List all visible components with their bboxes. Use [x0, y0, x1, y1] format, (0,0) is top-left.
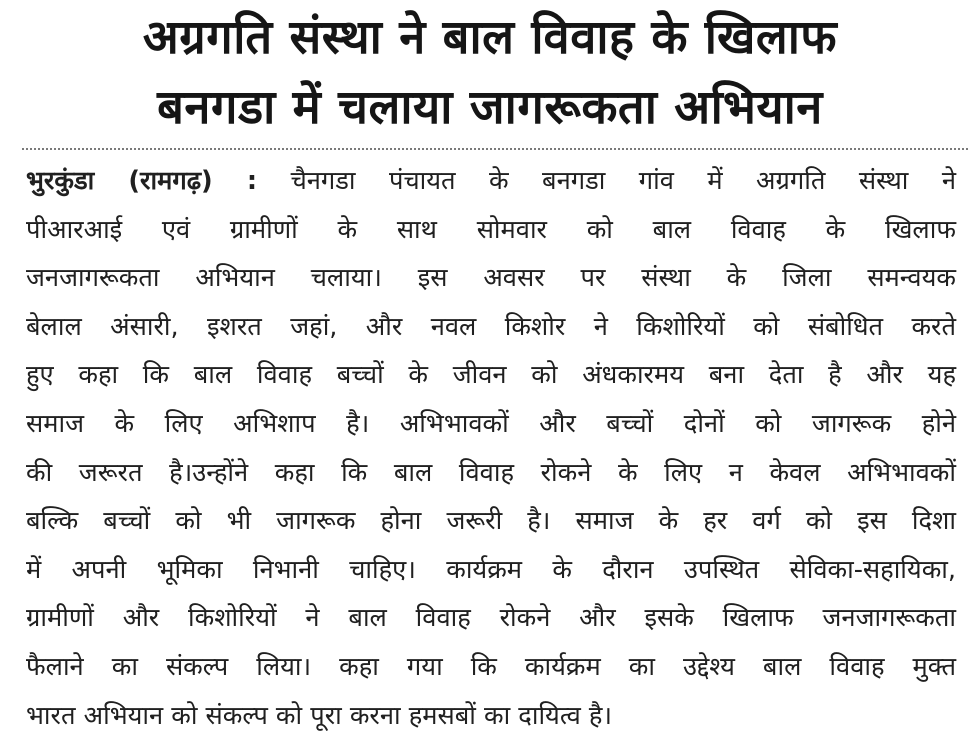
- body-line: हुए कहा कि बाल विवाह बच्चों के जीवन को अंधकारमय बना देता है और यह: [26, 360, 956, 391]
- headline-line-2: बनगडा में चलाया जागरूकता अभियान: [157, 80, 823, 135]
- body-line: [26, 157, 956, 206]
- dateline: भुरकुंडा (रामगढ़) :: [26, 166, 258, 196]
- body-line: भारत अभियान को संकल्प को पूरा करना हमसबों का दायित्व है।: [26, 700, 613, 731]
- body-line: जनजागरूकता अभियान चलाया। इस अवसर पर संस्था के जिला समन्वयक: [26, 263, 956, 294]
- body-line-text: चैनगडा पंचायत के बनगडा गांव में अग्रगति संस्था ने: [257, 166, 956, 196]
- body-line: फैलाने का संकल्प लिया। कहा गया कि कार्यक्रम का उद्देश्य बाल विवाह मुक्त: [26, 651, 956, 682]
- headline-line-1: अग्रगति संस्था ने बाल विवाह के खिलाफ: [142, 10, 838, 65]
- body-line: पीआरआई एवं ग्रामीणों के साथ सोमवार को बाल विवाह के खिलाफ: [26, 214, 956, 245]
- body-line: समाज के लिए अभिशाप है। अभिभावकों और बच्चों दोनों को जागरूक होने: [26, 408, 956, 439]
- body-line: बेलाल अंसारी, इशरत जहां, और नवल किशोर ने किशोरियों को संबोधित करते: [26, 311, 956, 342]
- body-line: ग्रामीणों और किशोरियों ने बाल विवाह रोकने और इसके खिलाफ जनजागरूकता: [26, 603, 956, 634]
- body-line: में अपनी भूमिका निभानी चाहिए। कार्यक्रम के दौरान उपस्थित सेविका-सहायिका,: [26, 554, 956, 585]
- body-line: बल्कि बच्चों को भी जागरूक होना जरूरी है। समाज के हर वर्ग को इस दिशा: [26, 506, 956, 537]
- divider: [22, 148, 968, 150]
- article-body: [26, 157, 956, 740]
- body-line: की जरूरत है।उन्होंने कहा कि बाल विवाह रोकने के लिए न केवल अभिभावकों: [26, 457, 956, 488]
